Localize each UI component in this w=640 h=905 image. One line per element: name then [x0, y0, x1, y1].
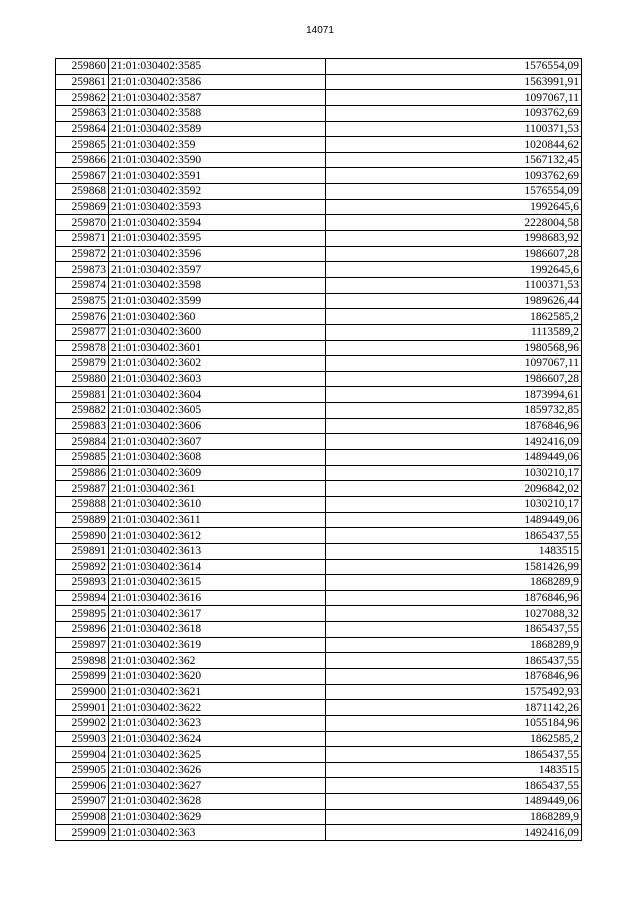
table-row — [56, 403, 582, 419]
table-row — [56, 481, 582, 497]
row-number-cell: 259889 — [56, 512, 109, 528]
table-row — [56, 809, 582, 825]
table-row — [56, 90, 582, 106]
table-row — [56, 543, 582, 559]
table-row — [56, 747, 582, 763]
cadastral-number-cell: 21:01:030402:3629 — [109, 809, 326, 825]
table-row — [56, 215, 582, 231]
cadastral-value-cell: 1865437,55 — [326, 653, 582, 669]
row-number-cell: 259871 — [56, 231, 109, 247]
cadastral-value-cell: 1483515 — [326, 543, 582, 559]
row-number-cell: 259872 — [56, 246, 109, 262]
cadastral-number-cell: 21:01:030402:3597 — [109, 262, 326, 278]
cadastral-number-cell: 21:01:030402:3608 — [109, 450, 326, 466]
cadastral-number-cell: 21:01:030402:3589 — [109, 121, 326, 137]
row-number-cell: 259868 — [56, 184, 109, 200]
table-row — [56, 575, 582, 591]
cadastral-number-cell: 21:01:030402:3595 — [109, 231, 326, 247]
page-number: 14071 — [306, 25, 334, 36]
table-row — [56, 371, 582, 387]
table-row — [56, 606, 582, 622]
table-row — [56, 105, 582, 121]
cadastral-value-cell: 1093762,69 — [326, 168, 582, 184]
cadastral-value-cell: 1865437,55 — [326, 747, 582, 763]
cadastral-value-cell: 1567132,45 — [326, 152, 582, 168]
row-number-cell: 259873 — [56, 262, 109, 278]
cadastral-number-cell: 21:01:030402:3598 — [109, 277, 326, 293]
cadastral-value-cell: 1027088,32 — [326, 606, 582, 622]
table-row — [56, 622, 582, 638]
cadastral-number-cell: 21:01:030402:3601 — [109, 340, 326, 356]
row-number-cell: 259896 — [56, 622, 109, 638]
table-row — [56, 434, 582, 450]
table-row — [56, 778, 582, 794]
cadastral-number-cell: 21:01:030402:3627 — [109, 778, 326, 794]
cadastral-number-cell: 21:01:030402:3625 — [109, 747, 326, 763]
row-number-cell: 259895 — [56, 606, 109, 622]
cadastral-value-table — [55, 58, 582, 841]
row-number-cell: 259870 — [56, 215, 109, 231]
cadastral-value-cell: 1865437,55 — [326, 528, 582, 544]
cadastral-value-cell: 1489449,06 — [326, 450, 582, 466]
cadastral-number-cell: 21:01:030402:3603 — [109, 371, 326, 387]
table-body — [56, 59, 582, 841]
row-number-cell: 259891 — [56, 543, 109, 559]
cadastral-value-cell: 1868289,9 — [326, 575, 582, 591]
row-number-cell: 259884 — [56, 434, 109, 450]
row-number-cell: 259899 — [56, 668, 109, 684]
cadastral-number-cell: 21:01:030402:3610 — [109, 496, 326, 512]
cadastral-value-cell: 1865437,55 — [326, 622, 582, 638]
cadastral-value-cell: 1563991,91 — [326, 74, 582, 90]
cadastral-value-cell: 1483515 — [326, 762, 582, 778]
row-number-cell: 259866 — [56, 152, 109, 168]
cadastral-value-cell: 1989626,44 — [326, 293, 582, 309]
cadastral-number-cell: 21:01:030402:3593 — [109, 199, 326, 215]
cadastral-value-cell: 1873994,61 — [326, 387, 582, 403]
cadastral-value-cell: 1865437,55 — [326, 778, 582, 794]
table-row — [56, 450, 582, 466]
cadastral-value-cell: 1093762,69 — [326, 105, 582, 121]
cadastral-value-cell: 1489449,06 — [326, 794, 582, 810]
table-row — [56, 262, 582, 278]
cadastral-number-cell: 21:01:030402:359 — [109, 137, 326, 153]
table-row — [56, 700, 582, 716]
cadastral-number-cell: 21:01:030402:3613 — [109, 543, 326, 559]
table-row — [56, 324, 582, 340]
table-row — [56, 684, 582, 700]
row-number-cell: 259893 — [56, 575, 109, 591]
cadastral-number-cell: 21:01:030402:3596 — [109, 246, 326, 262]
cadastral-value-cell: 1862585,2 — [326, 309, 582, 325]
row-number-cell: 259900 — [56, 684, 109, 700]
table-row — [56, 184, 582, 200]
cadastral-number-cell: 21:01:030402:3618 — [109, 622, 326, 638]
row-number-cell: 259909 — [56, 825, 109, 841]
cadastral-value-cell: 1576554,09 — [326, 184, 582, 200]
cadastral-value-cell: 1986607,28 — [326, 371, 582, 387]
row-number-cell: 259890 — [56, 528, 109, 544]
cadastral-number-cell: 21:01:030402:3620 — [109, 668, 326, 684]
row-number-cell: 259902 — [56, 715, 109, 731]
row-number-cell: 259887 — [56, 481, 109, 497]
cadastral-number-cell: 21:01:030402:361 — [109, 481, 326, 497]
row-number-cell: 259881 — [56, 387, 109, 403]
row-number-cell: 259874 — [56, 277, 109, 293]
cadastral-number-cell: 21:01:030402:3585 — [109, 59, 326, 75]
cadastral-value-cell: 1876846,96 — [326, 668, 582, 684]
table-row — [56, 465, 582, 481]
row-number-cell: 259907 — [56, 794, 109, 810]
cadastral-number-cell: 21:01:030402:3591 — [109, 168, 326, 184]
row-number-cell: 259908 — [56, 809, 109, 825]
cadastral-value-cell: 1876846,96 — [326, 418, 582, 434]
table-row — [56, 731, 582, 747]
row-number-cell: 259863 — [56, 105, 109, 121]
cadastral-number-cell: 21:01:030402:3600 — [109, 324, 326, 340]
cadastral-number-cell: 21:01:030402:3587 — [109, 90, 326, 106]
cadastral-number-cell: 21:01:030402:363 — [109, 825, 326, 841]
cadastral-number-cell: 21:01:030402:3619 — [109, 637, 326, 653]
table-row — [56, 590, 582, 606]
row-number-cell: 259879 — [56, 356, 109, 372]
cadastral-value-cell: 1100371,53 — [326, 277, 582, 293]
row-number-cell: 259875 — [56, 293, 109, 309]
cadastral-value-cell: 1100371,53 — [326, 121, 582, 137]
row-number-cell: 259865 — [56, 137, 109, 153]
table-row — [56, 231, 582, 247]
table-row — [56, 121, 582, 137]
table-row — [56, 559, 582, 575]
cadastral-value-cell: 1986607,28 — [326, 246, 582, 262]
cadastral-value-cell: 1489449,06 — [326, 512, 582, 528]
table-row — [56, 246, 582, 262]
cadastral-value-cell: 1020844,62 — [326, 137, 582, 153]
cadastral-value-cell: 1862585,2 — [326, 731, 582, 747]
cadastral-value-cell: 1097067,11 — [326, 356, 582, 372]
cadastral-value-cell: 1980568,96 — [326, 340, 582, 356]
row-number-cell: 259888 — [56, 496, 109, 512]
row-number-cell: 259903 — [56, 731, 109, 747]
cadastral-value-cell: 1030210,17 — [326, 496, 582, 512]
cadastral-number-cell: 21:01:030402:3615 — [109, 575, 326, 591]
cadastral-number-cell: 21:01:030402:3612 — [109, 528, 326, 544]
table-row — [56, 74, 582, 90]
cadastral-number-cell: 21:01:030402:3628 — [109, 794, 326, 810]
row-number-cell: 259894 — [56, 590, 109, 606]
row-number-cell: 259898 — [56, 653, 109, 669]
cadastral-number-cell: 21:01:030402:3599 — [109, 293, 326, 309]
cadastral-value-cell: 1868289,9 — [326, 809, 582, 825]
cadastral-number-cell: 21:01:030402:362 — [109, 653, 326, 669]
cadastral-value-cell: 1581426,99 — [326, 559, 582, 575]
cadastral-number-cell: 21:01:030402:3586 — [109, 74, 326, 90]
row-number-cell: 259901 — [56, 700, 109, 716]
cadastral-value-cell: 1492416,09 — [326, 825, 582, 841]
row-number-cell: 259892 — [56, 559, 109, 575]
cadastral-value-cell: 1113589,2 — [326, 324, 582, 340]
cadastral-number-cell: 21:01:030402:3609 — [109, 465, 326, 481]
cadastral-value-cell: 1871142,26 — [326, 700, 582, 716]
row-number-cell: 259883 — [56, 418, 109, 434]
row-number-cell: 259897 — [56, 637, 109, 653]
row-number-cell: 259878 — [56, 340, 109, 356]
table-row — [56, 825, 582, 841]
cadastral-number-cell: 21:01:030402:3621 — [109, 684, 326, 700]
table-row — [56, 668, 582, 684]
row-number-cell: 259880 — [56, 371, 109, 387]
cadastral-number-cell: 21:01:030402:3614 — [109, 559, 326, 575]
cadastral-number-cell: 21:01:030402:3602 — [109, 356, 326, 372]
row-number-cell: 259869 — [56, 199, 109, 215]
table-row — [56, 496, 582, 512]
table-row — [56, 152, 582, 168]
row-number-cell: 259864 — [56, 121, 109, 137]
cadastral-number-cell: 21:01:030402:3590 — [109, 152, 326, 168]
cadastral-value-cell: 1097067,11 — [326, 90, 582, 106]
cadastral-value-cell: 1992645,6 — [326, 199, 582, 215]
cadastral-number-cell: 21:01:030402:3623 — [109, 715, 326, 731]
table-row — [56, 137, 582, 153]
cadastral-number-cell: 21:01:030402:3606 — [109, 418, 326, 434]
cadastral-number-cell: 21:01:030402:3604 — [109, 387, 326, 403]
table-row — [56, 637, 582, 653]
cadastral-number-cell: 21:01:030402:3605 — [109, 403, 326, 419]
table-row — [56, 528, 582, 544]
row-number-cell: 259860 — [56, 59, 109, 75]
cadastral-number-cell: 21:01:030402:3594 — [109, 215, 326, 231]
row-number-cell: 259862 — [56, 90, 109, 106]
row-number-cell: 259861 — [56, 74, 109, 90]
row-number-cell: 259885 — [56, 450, 109, 466]
cadastral-value-cell: 1492416,09 — [326, 434, 582, 450]
cadastral-value-cell: 1575492,93 — [326, 684, 582, 700]
table-row — [56, 387, 582, 403]
cadastral-number-cell: 21:01:030402:3617 — [109, 606, 326, 622]
cadastral-value-cell: 2228004,58 — [326, 215, 582, 231]
table-row — [56, 59, 582, 75]
table-row — [56, 277, 582, 293]
cadastral-number-cell: 21:01:030402:3607 — [109, 434, 326, 450]
table-row — [56, 340, 582, 356]
cadastral-value-cell: 1859732,85 — [326, 403, 582, 419]
cadastral-value-cell: 1992645,6 — [326, 262, 582, 278]
table-row — [56, 309, 582, 325]
table-row — [56, 356, 582, 372]
row-number-cell: 259882 — [56, 403, 109, 419]
table-row — [56, 418, 582, 434]
row-number-cell: 259867 — [56, 168, 109, 184]
table-row — [56, 293, 582, 309]
table-row — [56, 512, 582, 528]
table-row — [56, 715, 582, 731]
row-number-cell: 259886 — [56, 465, 109, 481]
cadastral-number-cell: 21:01:030402:3626 — [109, 762, 326, 778]
cadastral-number-cell: 21:01:030402:3588 — [109, 105, 326, 121]
row-number-cell: 259906 — [56, 778, 109, 794]
row-number-cell: 259877 — [56, 324, 109, 340]
cadastral-value-cell: 1030210,17 — [326, 465, 582, 481]
row-number-cell: 259904 — [56, 747, 109, 763]
cadastral-number-cell: 21:01:030402:3592 — [109, 184, 326, 200]
cadastral-value-cell: 1998683,92 — [326, 231, 582, 247]
cadastral-value-cell: 1868289,9 — [326, 637, 582, 653]
table-row — [56, 762, 582, 778]
cadastral-value-cell: 1876846,96 — [326, 590, 582, 606]
table-row — [56, 794, 582, 810]
table-row — [56, 168, 582, 184]
row-number-cell: 259876 — [56, 309, 109, 325]
row-number-cell: 259905 — [56, 762, 109, 778]
cadastral-value-cell: 1576554,09 — [326, 59, 582, 75]
cadastral-number-cell: 21:01:030402:3624 — [109, 731, 326, 747]
cadastral-value-cell: 2096842,02 — [326, 481, 582, 497]
cadastral-number-cell: 21:01:030402:360 — [109, 309, 326, 325]
cadastral-number-cell: 21:01:030402:3611 — [109, 512, 326, 528]
cadastral-number-cell: 21:01:030402:3616 — [109, 590, 326, 606]
table-row — [56, 653, 582, 669]
cadastral-value-cell: 1055184,96 — [326, 715, 582, 731]
cadastral-number-cell: 21:01:030402:3622 — [109, 700, 326, 716]
table-row — [56, 199, 582, 215]
